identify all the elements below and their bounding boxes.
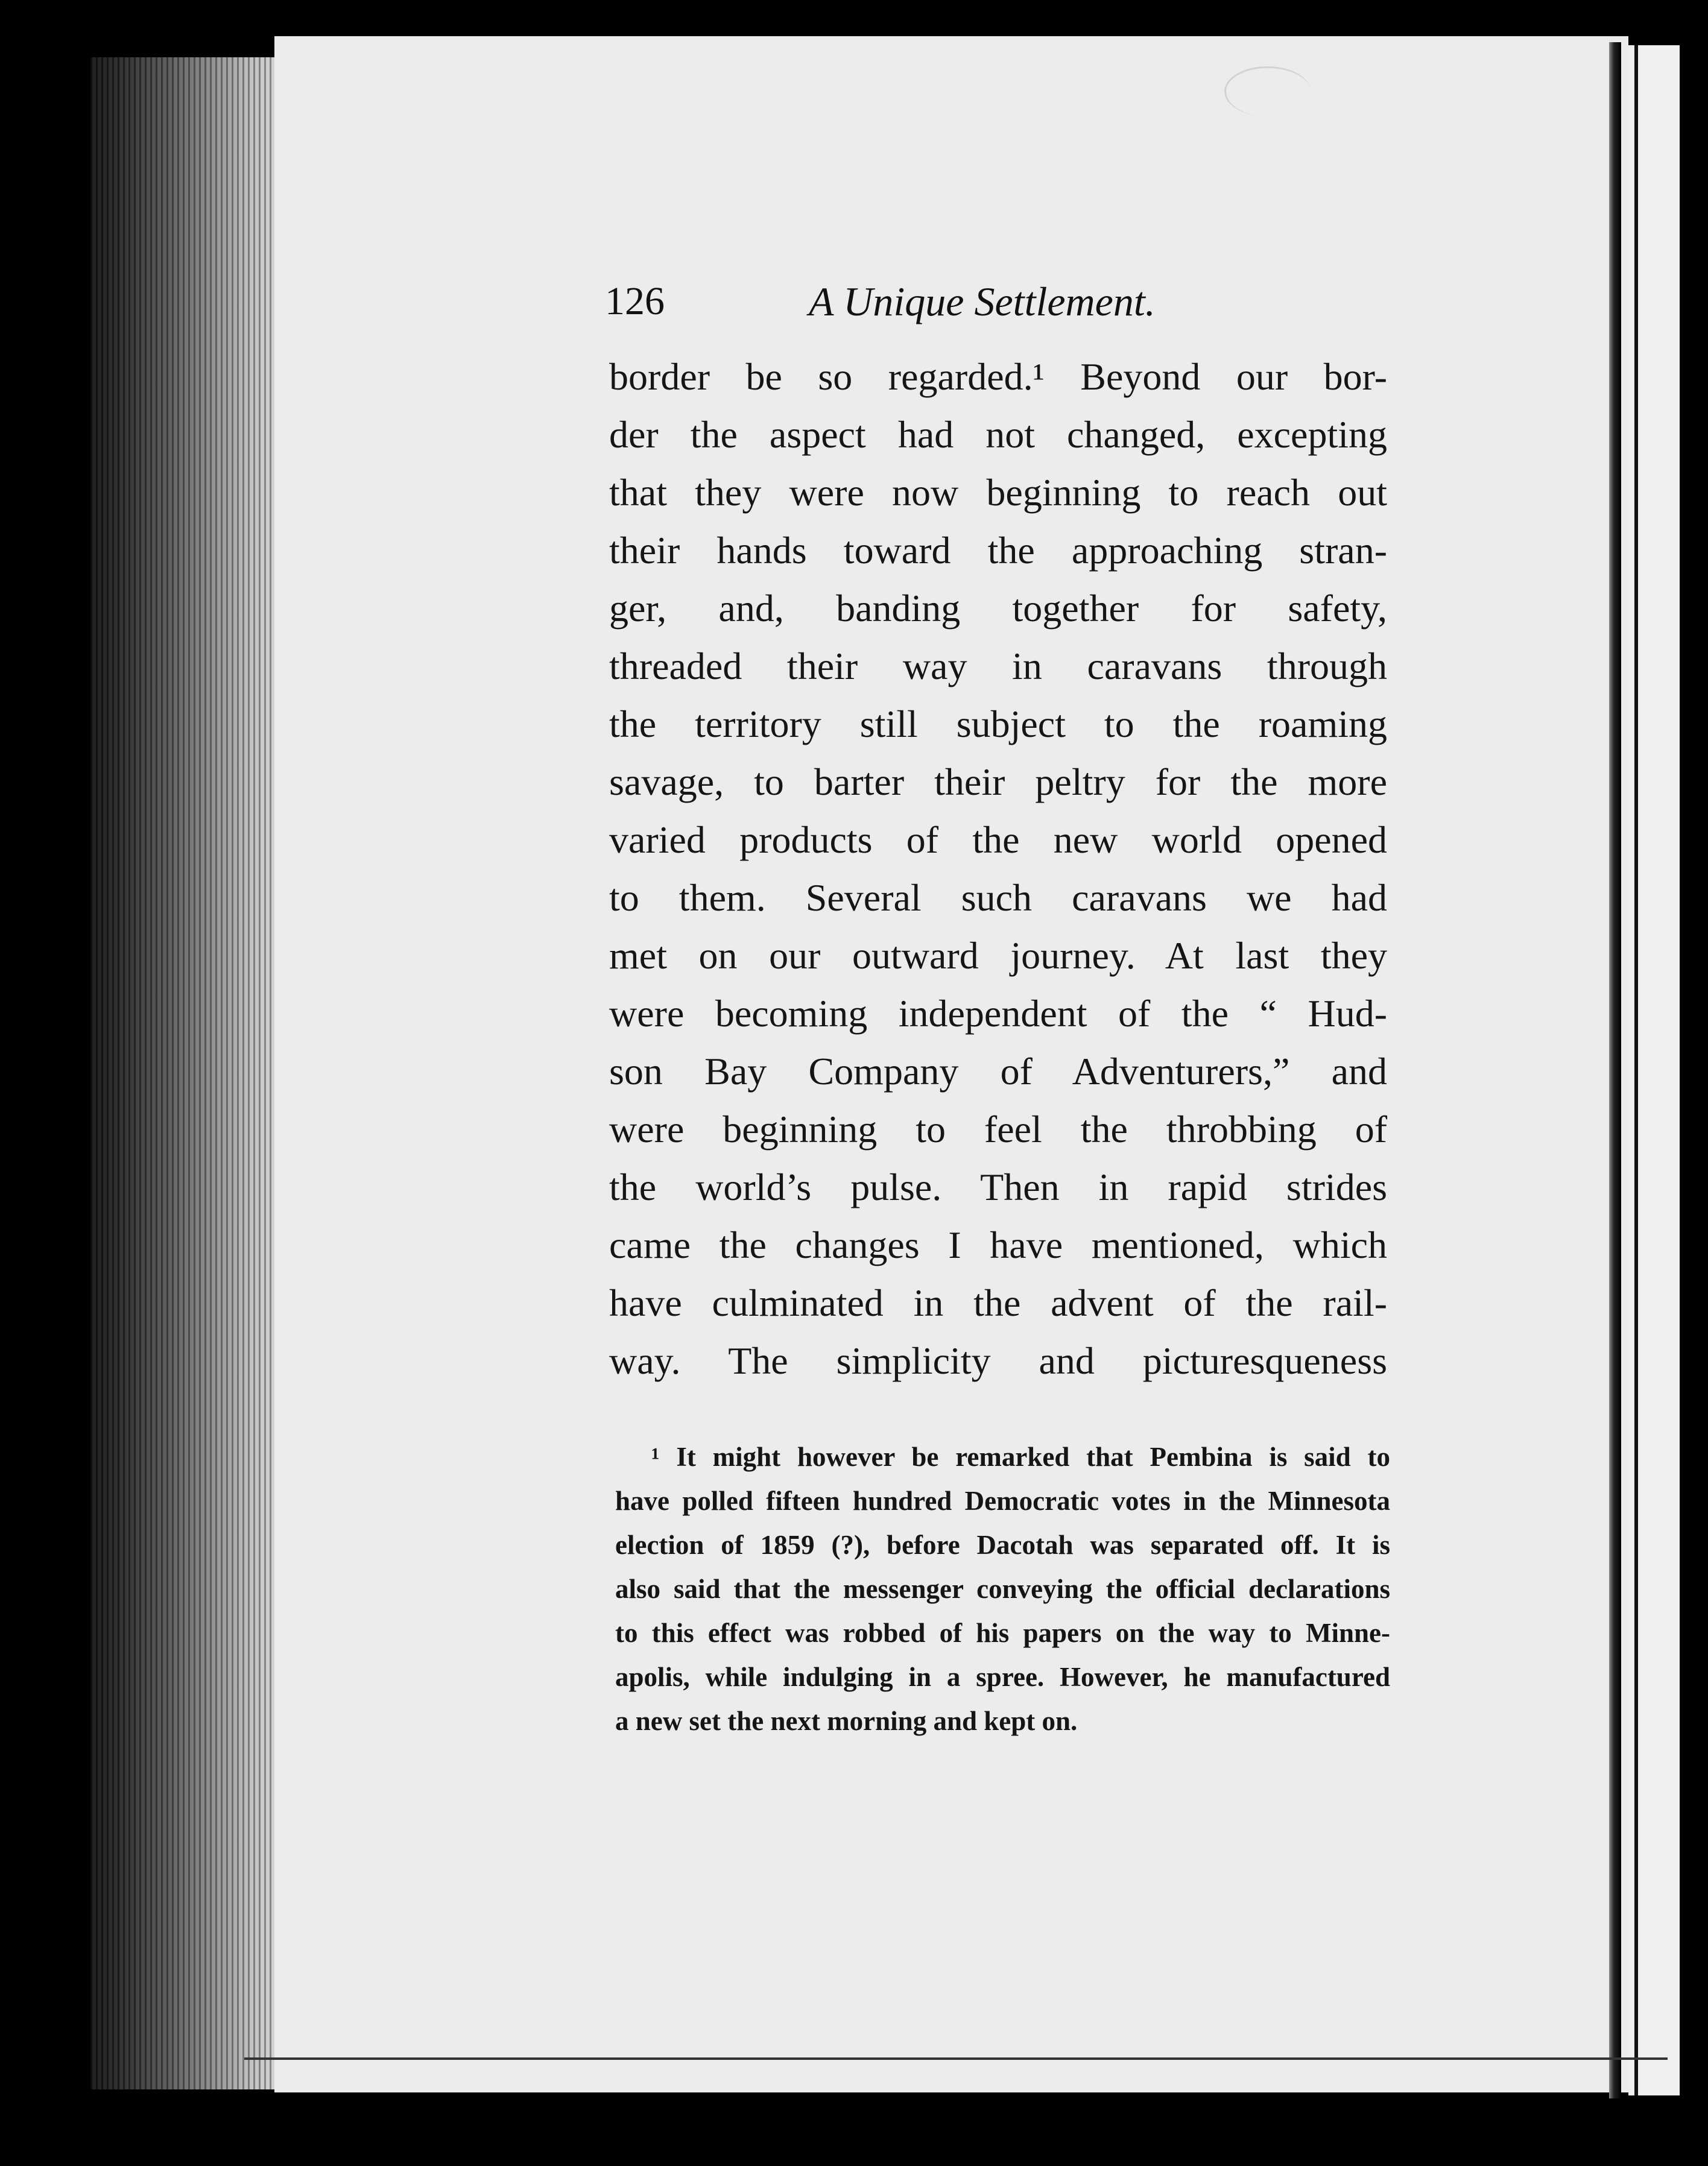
page-right-shadow — [1609, 42, 1621, 2098]
footnote-line: to this effect was robbed of his papers on the way to Minne- — [615, 1618, 1390, 1648]
body-line: came the changes I have mentioned, which — [609, 1224, 1387, 1266]
body-line: son Bay Company of Adventurers,” and — [609, 1050, 1387, 1093]
body-line: border be so regarded.¹ Beyond our bor- — [609, 355, 1387, 398]
body-line: have culminated in the advent of the rail- — [609, 1281, 1387, 1324]
body-text — [609, 348, 1387, 1390]
footnote — [615, 1435, 1390, 1743]
body-line: varied products of the new world opened — [609, 818, 1387, 861]
body-line: were beginning to feel the throbbing of — [609, 1108, 1387, 1151]
footnote-line: a new set the next morning and kept on. — [615, 1706, 1078, 1736]
body-line: way. The simplicity and picturesqueness — [609, 1339, 1387, 1382]
body-line: threaded their way in caravans through — [609, 645, 1387, 687]
body-line: the world’s pulse. Then in rapid strides — [609, 1166, 1387, 1208]
body-line: their hands toward the approaching stran- — [609, 529, 1387, 572]
page-header — [605, 268, 1383, 335]
body-line: to them. Several such caravans we had — [609, 876, 1387, 919]
page-number: 126 — [605, 279, 665, 323]
body-line: that they were now beginning to reach out — [609, 471, 1387, 514]
page-bottom-edge — [244, 2057, 1668, 2060]
footnote-line: election of 1859 (?), before Dacotah was separated off. It is — [615, 1530, 1390, 1560]
running-title: A Unique Settlement. — [809, 279, 1156, 324]
pencil-mark — [1224, 66, 1311, 116]
book-spine-edge — [90, 57, 283, 2089]
footnote-line: have polled fifteen hundred Democratic votes in the Minnesota — [615, 1486, 1390, 1516]
body-line: ger, and, banding together for safety, — [609, 587, 1387, 630]
body-line: were becoming independent of the “ Hud- — [609, 992, 1387, 1035]
footnote-line: apolis, while indulging in a spree. However, he manufactured — [615, 1662, 1390, 1692]
body-line: der the aspect had not changed, excepting — [609, 413, 1387, 456]
footnote-line: ¹ It might however be remarked that Pembina is said to — [651, 1442, 1390, 1472]
facing-page-strip — [1628, 45, 1680, 2095]
body-line: the territory still subject to the roaming — [609, 703, 1387, 745]
body-line: savage, to barter their peltry for the more — [609, 760, 1387, 803]
body-line: met on our outward journey. At last they — [609, 934, 1387, 977]
footnote-line: also said that the messenger conveying the official declarations — [615, 1574, 1390, 1604]
